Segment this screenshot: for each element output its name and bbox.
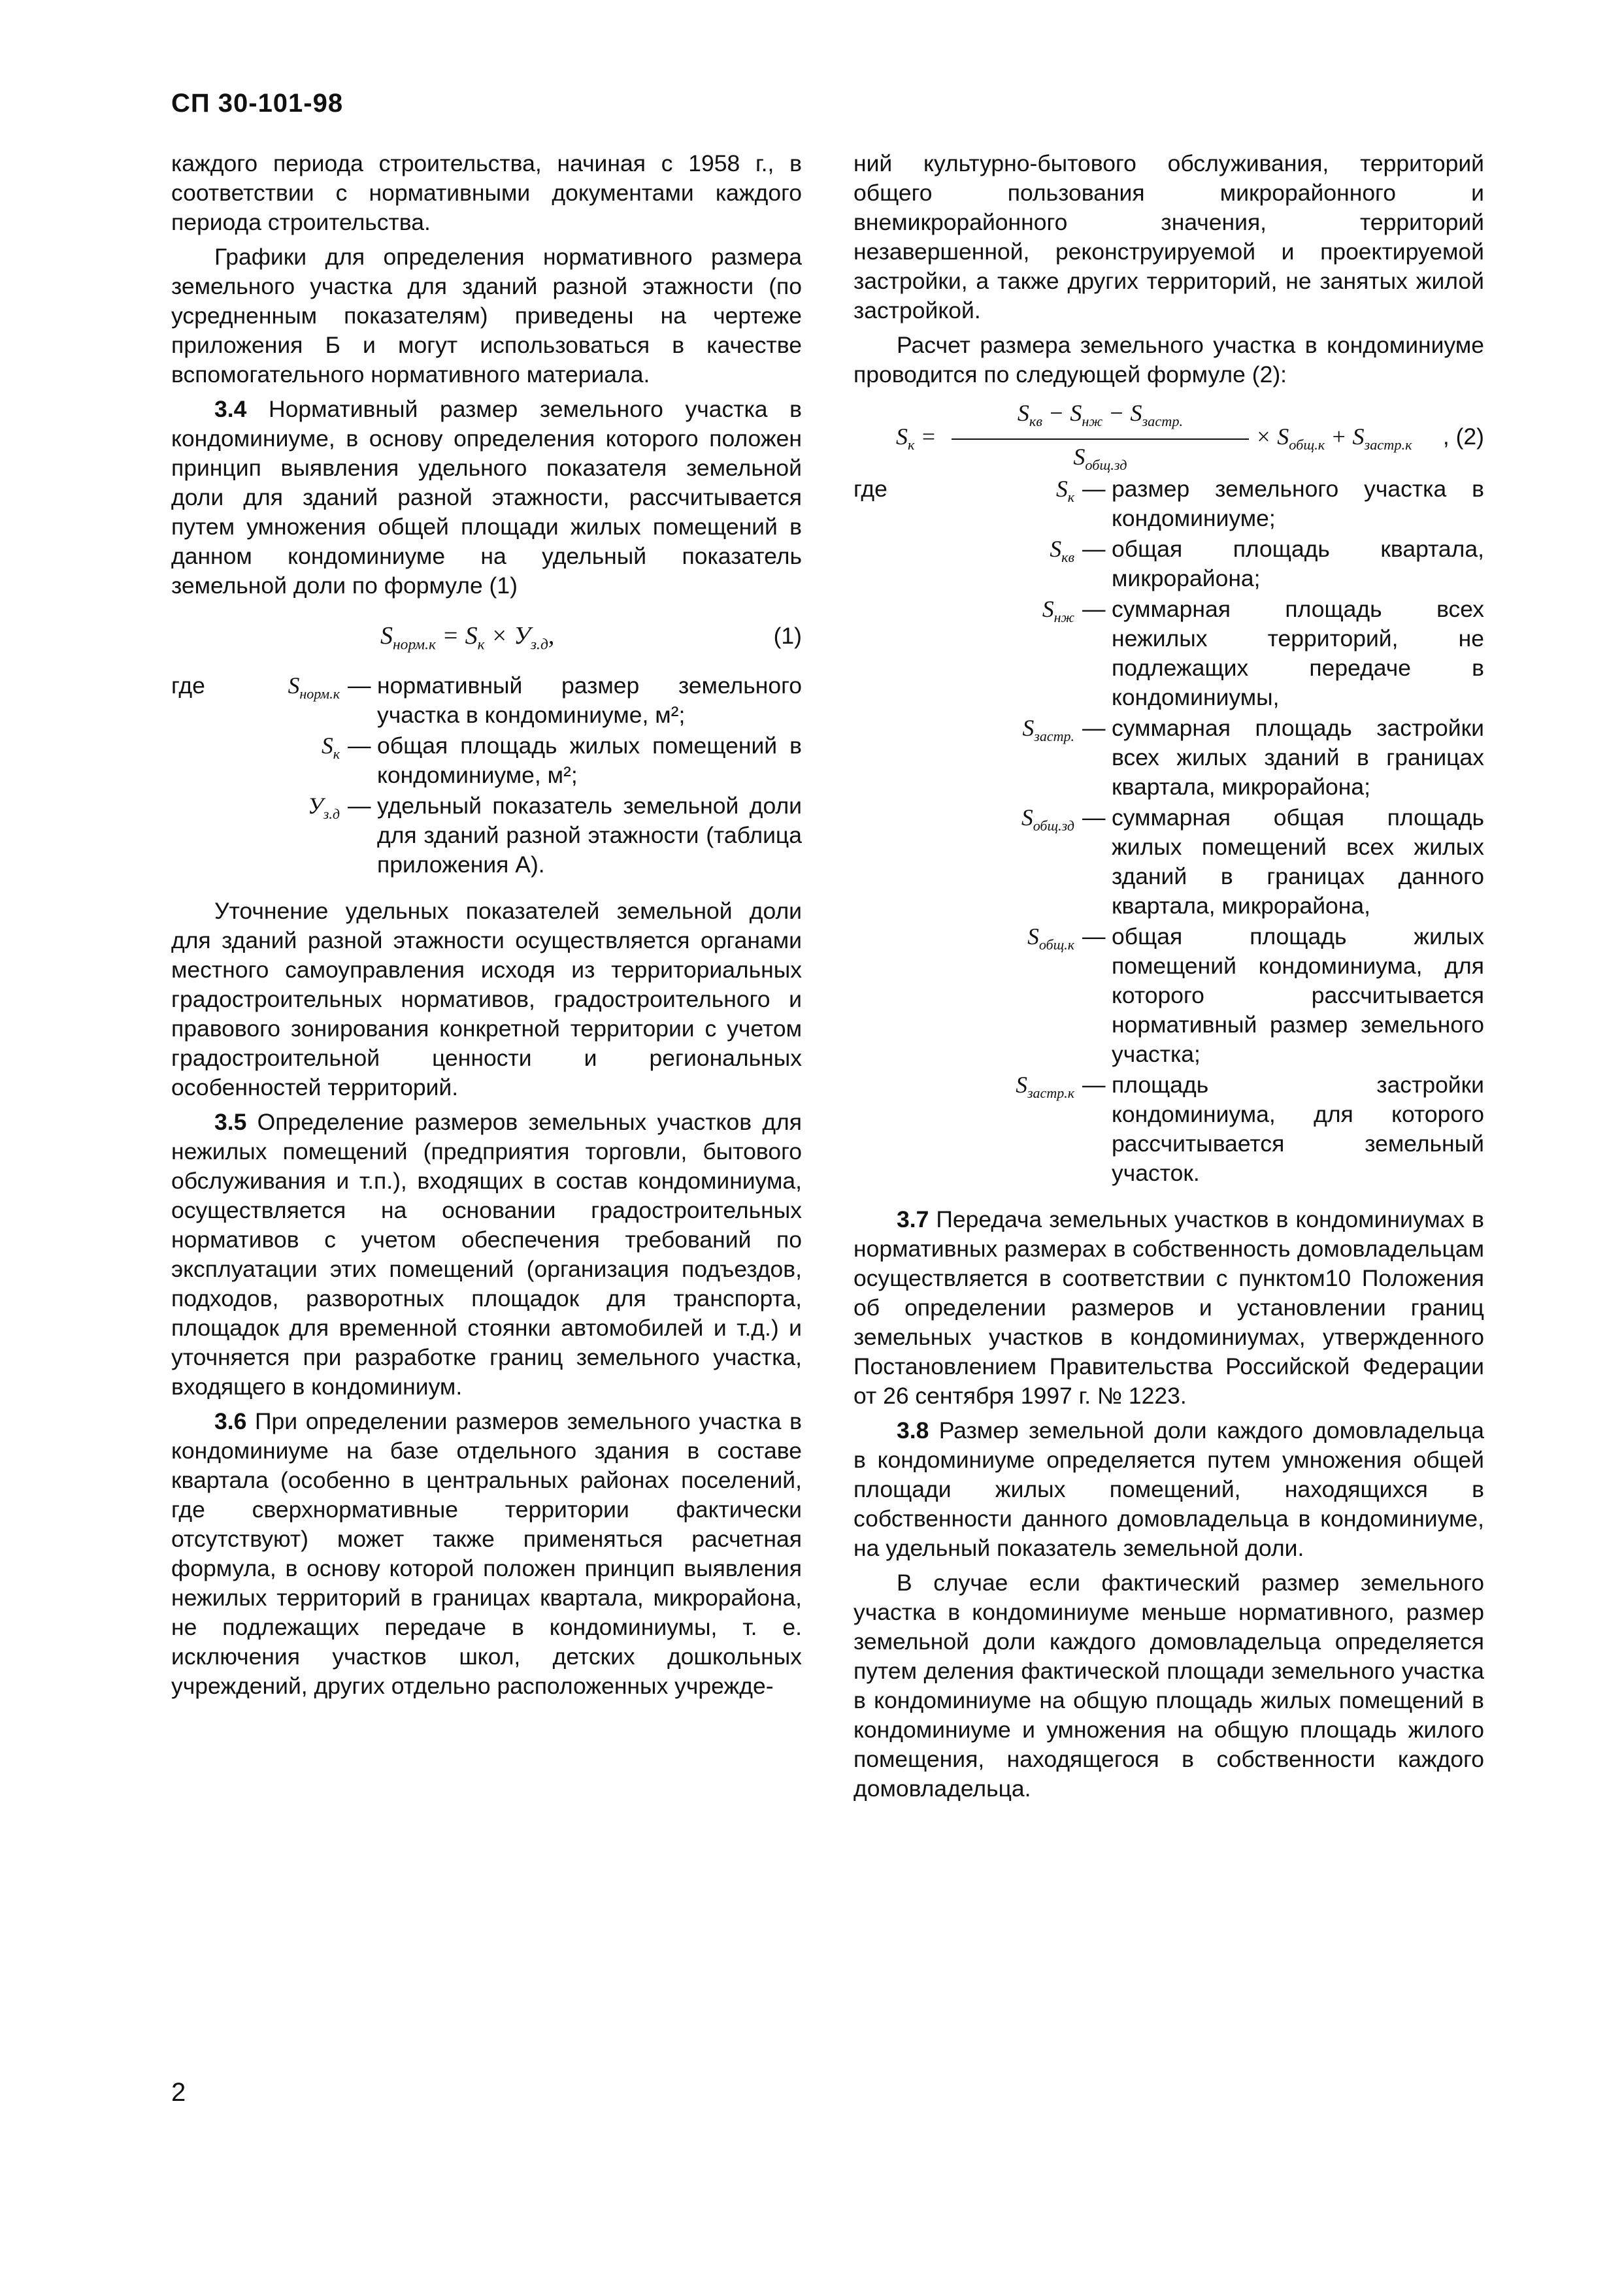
formula-1-number: (1): [773, 623, 802, 649]
symbol: $S_{застр.}$: [1022, 715, 1074, 745]
definitions-2: [853, 474, 1484, 1188]
formula-2-rhs: × $S_{общ.к} + S_{застр.к}$: [1255, 423, 1412, 454]
symbol: $S_{общ.к}$: [1027, 923, 1074, 953]
symbol: $S_{общ.зд}$: [1021, 804, 1074, 834]
page-header: СП 30-101-98: [171, 89, 344, 118]
section-number: 3.4: [214, 396, 247, 422]
dash: —: [348, 672, 371, 699]
dash: —: [348, 793, 371, 819]
dash: —: [1082, 923, 1106, 949]
where-label: где: [171, 672, 205, 699]
paragraph-text: Передача земельных участков в кондоминиумах в нормативных размерах в собственность домовладельцам осуществляется в соответствии с пунктом10 Положения об определении размеров и установлении границ земельных участков в кондоминиумах, утвержденного Постановлением Правительства Российской Федерации от 26 сентября 1997 г. № 1223.: [853, 1206, 1484, 1409]
section-number: 3.7: [897, 1206, 929, 1232]
symbol: $S_{кв}$: [1050, 536, 1074, 566]
definition-text: общая площадь жилых помещений кондоминиума, для которого рассчитывается нормативный размер земельного участка;: [1112, 923, 1484, 1067]
dash: —: [1082, 596, 1106, 622]
definition-text: общая площадь квартала, микрорайона;: [1112, 536, 1484, 591]
definitions-1: [171, 671, 802, 880]
paragraph: Расчет размера земельного участка в кондоминиуме проводится по следующей формуле (2):: [853, 332, 1484, 388]
paragraph-3-4: [171, 395, 802, 601]
symbol: $S_{норм.к}$: [288, 672, 340, 702]
where-label: где: [853, 476, 887, 502]
paragraph-text: При определении размеров земельного участка в кондоминиуме на базе отдельного здания в составе квартала (особенно в центральных районах поселений, где сверхнормативные территории фактически отсутствуют) может также применяться расчетная формула, в основу которой положен принцип выявления нежилых территорий в границах квартала, микрорайона, не подлежащих передаче в кондоминиумы, т. е. исключения участков школ, детских дошкольных учреждений, других отдельно расположенных учрежде-: [171, 1408, 802, 1699]
formula-1: [171, 612, 802, 665]
dash: —: [348, 733, 371, 759]
dash: —: [1082, 1072, 1106, 1098]
dash: —: [1082, 715, 1106, 741]
definition-text: удельный показатель земельной доли для зданий разной этажности (таблица приложения А).: [377, 793, 802, 878]
paragraph-text: Определение размеров земельных участков для нежилых помещений (предприятия торговли, бытового обслуживания и т.п.), входящих в состав кондоминиума, осуществляется на основании градостроительных нормативов с учетом обеспечения требований по эксплуатации этих помещений (организация подъездов, подходов, разворотных площадок для транспорта, площадок для временной стоянки автомобилей и т.д.) и уточняется при разработке границ земельного участка, входящего в кондоминиум.: [171, 1109, 802, 1400]
definition-row: [853, 595, 1484, 712]
definition-row: [853, 474, 1484, 533]
paragraph-text: Размер земельной доли каждого домовладельца в кондоминиуме определяется путем умножения общей площади жилых помещений, находящихся в собственности данного домовладельца в кондоминиуме, на удельный показатель земельной доли.: [853, 1417, 1485, 1561]
definition-row: [853, 922, 1484, 1069]
formula-2-number: , (2): [1442, 423, 1484, 450]
dash: —: [1082, 476, 1106, 502]
definition-text: нормативный размер земельного участка в кондоминиуме, м²;: [377, 672, 802, 728]
paragraph-3-5: [171, 1108, 802, 1402]
paragraph-3-6: [171, 1407, 802, 1701]
right-column: [853, 149, 1484, 1809]
definition-text: размер земельного участка в кондоминиуме;: [1112, 476, 1484, 531]
symbol: $S_к$: [1055, 476, 1074, 506]
dash: —: [1082, 804, 1106, 831]
definition-text: суммарная общая площадь жилых помещений всех жилых зданий в границах данного квартала, микрорайона,: [1112, 804, 1484, 919]
section-number: 3.5: [214, 1109, 247, 1135]
definition-row: [853, 1070, 1484, 1188]
definition-row: [171, 731, 802, 790]
definition-row: [853, 803, 1484, 921]
formula-2-numerator: $S_{кв} - S_{нж} - S_{застр.}$: [1017, 400, 1184, 430]
definition-row: [171, 791, 802, 880]
page-number: 2: [171, 2078, 186, 2107]
paragraph: Графики для определения нормативного размера земельного участка для зданий разной этажности (по усредненным показателям) приведены на чертеже приложения Б и могут использоваться в качестве вспомогательного нормативного материала.: [171, 244, 802, 388]
formula-2: [853, 399, 1484, 474]
definition-row: [853, 535, 1484, 593]
definition-text: общая площадь жилых помещений в кондоминиуме, м²;: [377, 733, 802, 788]
paragraph: каждого периода строительства, начиная с 1958 г., в соответствии с нормативными документами каждого периода строительства.: [171, 150, 802, 235]
symbol: $S_{застр.к}$: [1016, 1072, 1074, 1102]
symbol: $У_{з.д}$: [307, 793, 340, 823]
definition-text: суммарная площадь всех нежилых территорий, не подлежащих передаче в кондоминиумы,: [1112, 596, 1484, 710]
paragraph-3-7: [853, 1205, 1484, 1411]
formula-2-lhs: $S_к$ =: [896, 423, 936, 454]
paragraph: В случае если фактический размер земельного участка в кондоминиуме меньше нормативного, размер земельной доли каждого домовладельца определяется путем деления фактической площади земельного участка в кондоминиуме на общую площадь жилых помещений в кондоминиуме и умножения на общую площадь жилого помещения, находящегося в собственности каждого домовладельца.: [853, 1570, 1484, 1802]
section-number: 3.8: [897, 1417, 929, 1443]
formula-2-fraction: [952, 399, 1249, 480]
formula-2-denominator: $S_{общ.зд}$: [952, 438, 1249, 480]
paragraph: Уточнение удельных показателей земельной доли для зданий разной этажности осуществляется органами местного самоуправления исходя из территориальных градостроительных нормативов, градостроительного и правового зонирования конкретной территории с учетом градостроительной ценности и региональных особенностей территорий.: [171, 898, 802, 1100]
symbol: $S_к$: [321, 733, 340, 763]
section-number: 3.6: [214, 1408, 247, 1434]
definition-text: суммарная площадь застройки всех жилых зданий в границах квартала, микрорайона;: [1112, 715, 1484, 800]
formula-1-expression: $S_{норм.к} = S_к \times У_{з.д}$,: [380, 622, 555, 653]
definition-row: [171, 671, 802, 730]
symbol: $S_{нж}$: [1042, 596, 1074, 626]
left-column: [171, 149, 802, 1706]
dash: —: [1082, 536, 1106, 562]
paragraph-3-8: [853, 1416, 1484, 1563]
definition-text: площадь застройки кондоминиума, для которого рассчитывается земельный участок.: [1112, 1072, 1484, 1186]
paragraph: ний культурно-бытового обслуживания, территорий общего пользования микрорайонного и внемикрорайонного значения, территорий незавершенной, реконструируемой и проектируемой застройки, а также других территорий, не занятых жилой застройкой.: [853, 150, 1484, 323]
definition-row: [853, 714, 1484, 802]
paragraph-text: Нормативный размер земельного участка в кондоминиуме, в основу определения которого положен принцип выявления удельного показателя земельной доли для зданий разной этажности, рассчитывается путем умножения общей площади жилых помещений в данном кондоминиуме на удельный показатель земельной доли по формуле (1): [171, 396, 802, 599]
